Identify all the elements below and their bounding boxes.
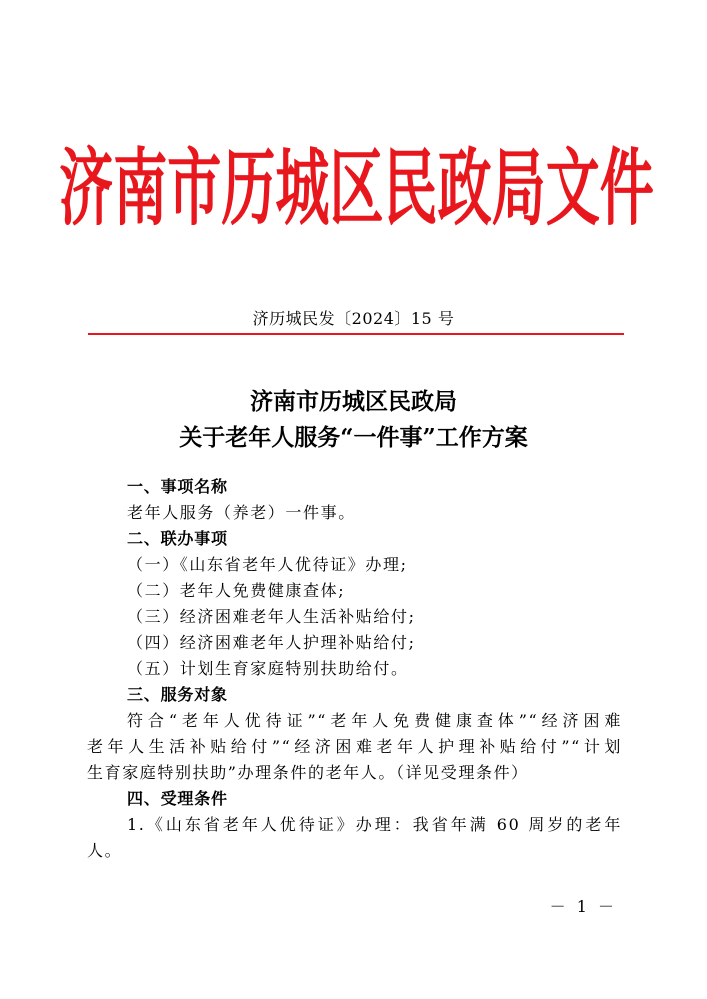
document-body [87,474,622,864]
page-number: － 1 － [549,897,617,916]
paragraph-line: 1.《山东省老年人优待证》办理：我省年满 60 周岁的老年 [127,815,622,834]
section-heading-joint-items: 二、联办事项 [127,529,228,548]
paragraph-item-name: 老年人服务（养老）一件事。 [127,503,356,522]
paragraph-line: 生育家庭特别扶助”办理条件的老年人。（详见受理条件） [87,763,529,782]
masthead [58,118,654,246]
masthead-title: 济南市历城区民政局文件 [58,140,654,238]
section-heading-acceptance-conditions: 四、受理条件 [127,789,228,808]
paragraph-line: 老年人生活补贴给付”“经济困难老年人护理补贴给付”“计划 [87,737,622,756]
red-divider-line [88,333,624,335]
list-item: （二）老年人免费健康查体; [127,581,346,600]
list-item: （五）计划生育家庭特别扶助给付。 [127,659,409,678]
paragraph-line: 符合“老年人优待证”“老年人免费健康查体”“经济困难 [127,711,622,730]
list-item: （一）《山东省老年人优待证》办理; [127,555,408,574]
document-title-line-1: 济南市历城区民政局 [250,388,457,415]
section-heading-service-target: 三、服务对象 [127,685,228,704]
document-title-line-2: 关于老年人服务“一件事”工作方案 [179,424,528,451]
section-heading-item-name: 一、事项名称 [127,477,228,496]
document-number: 济历城民发〔2024〕15 号 [252,309,455,328]
list-item: （四）经济困难老年人护理补贴给付; [127,633,416,652]
paragraph-line: 人。 [87,841,123,860]
list-item: （三）经济困难老年人生活补贴给付; [127,607,416,626]
